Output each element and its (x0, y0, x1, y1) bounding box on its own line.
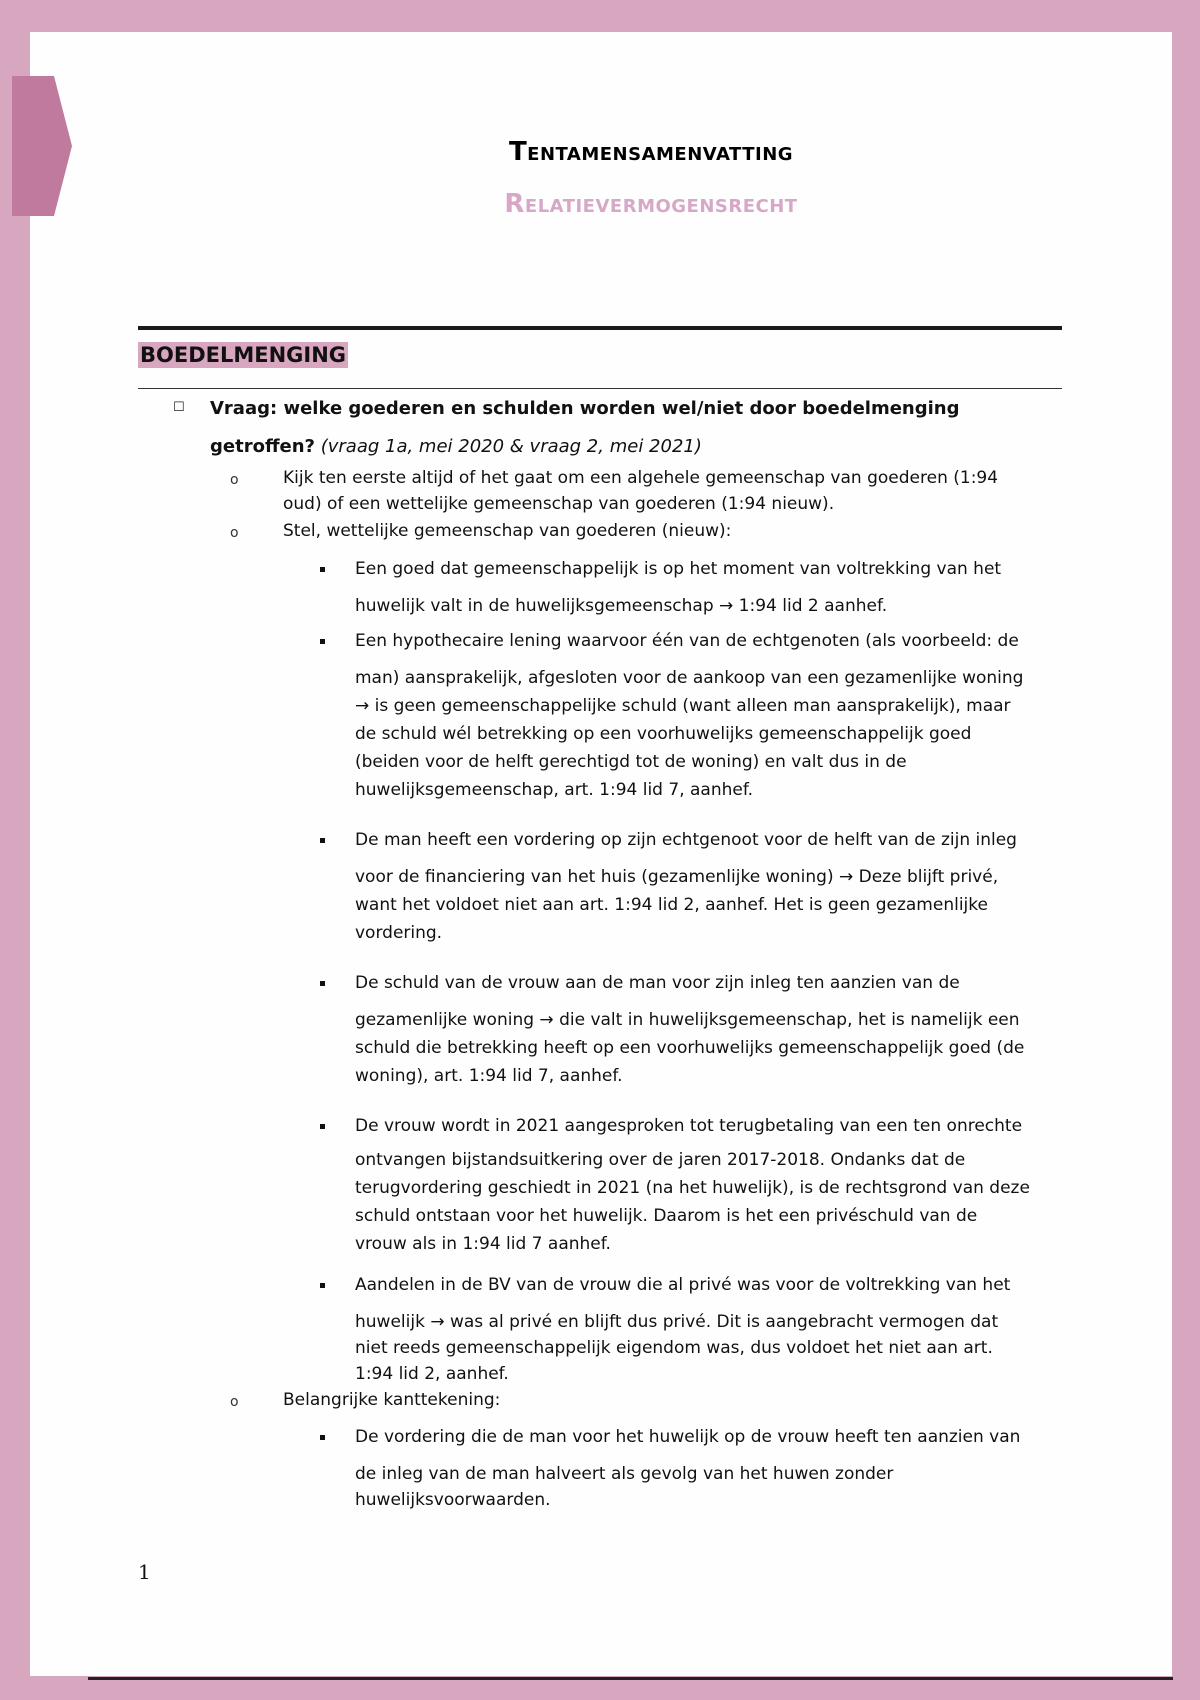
square-bullet-icon (320, 981, 325, 986)
document-page (30, 32, 1172, 1676)
square-bullet-icon (320, 1124, 325, 1129)
question-line-2 (210, 436, 702, 457)
bullet-text: Een hypothecaire lening waarvoor één van de echtgenoten (als voorbeeld: de (355, 631, 1019, 651)
page-subtitle: Relatievermogensrecht (504, 189, 798, 219)
bullet-text: De vordering die de man voor het huwelijk op de vrouw heeft ten aanzien van (355, 1427, 1021, 1447)
square-bullet-icon (320, 1435, 325, 1440)
bullet-text: → is geen gemeenschappelijke schuld (want alleen man aansprakelijk), maar (355, 696, 1011, 716)
question-bold-end: getroffen? (210, 436, 315, 457)
bullet-text: huwelijksgemeenschap, art. 1:94 lid 7, aanhef. (355, 780, 753, 800)
circle-bullet-icon: o (230, 472, 239, 488)
square-bullet-icon (320, 639, 325, 644)
bullet-text: voor de financiering van het huis (gezamenlijke woning) → Deze blijft privé, (355, 867, 999, 887)
content (30, 32, 1172, 1676)
bullet-text: Aandelen in de BV van de vrouw die al privé was voor de voltrekking van het (355, 1275, 1011, 1295)
bullet-text: Een goed dat gemeenschappelijk is op het moment van voltrekking van het (355, 559, 1002, 579)
bullet-text: 1:94 lid 2, aanhef. (355, 1364, 509, 1384)
bullet-text: vrouw als in 1:94 lid 7 aanhef. (355, 1234, 611, 1254)
bullet-text: De man heeft een vordering op zijn echtgenoot voor de helft van de zijn inleg (355, 830, 1017, 850)
bullet-text: man) aansprakelijk, afgesloten voor de aankoop van een gezamenlijke woning (355, 668, 1024, 688)
point-text: oud) of een wettelijke gemeenschap van goederen (1:94 nieuw). (283, 494, 835, 514)
section-heading: BOEDELMENGING (140, 343, 347, 367)
bullet-text: De vrouw wordt in 2021 aangesproken tot terugbetaling van een ten onrechte (355, 1116, 1023, 1136)
question-bullet-icon: ☐ (173, 400, 185, 415)
bullet-text: (beiden voor de helft gerechtigd tot de woning) en valt dus in de (355, 752, 907, 772)
bullet-text: De schuld van de vrouw aan de man voor zijn inleg ten aanzien van de (355, 973, 960, 993)
bullet-text: gezamenlijke woning → die valt in huwelijksgemeenschap, het is namelijk een (355, 1010, 1020, 1030)
bullet-text: terugvordering geschiedt in 2021 (na het huwelijk), is de rechtsgrond van deze (355, 1178, 1030, 1198)
bullet-text: vordering. (355, 923, 443, 943)
bullet-text: ontvangen bijstandsuitkering over de jaren 2017-2018. Ondanks dat de (355, 1150, 966, 1170)
bullet-text: schuld die betrekking heeft op een voorhuwelijks gemeenschappelijk goed (de (355, 1038, 1025, 1058)
bullet-text: de inleg van de man halveert als gevolg van het huwen zonder (355, 1464, 894, 1484)
circle-bullet-icon: o (230, 525, 239, 541)
page-number: 1 (138, 1560, 151, 1584)
bullet-text: de schuld wél betrekking op een voorhuwelijks gemeenschappelijk goed (355, 724, 972, 744)
bullet-text: schuld ontstaan voor het huwelijk. Daarom is het een privéschuld van de (355, 1206, 978, 1226)
bullet-text: want het voldoet niet aan art. 1:94 lid 2, aanhef. Het is geen gezamenlijke (355, 895, 988, 915)
question-line: Vraag: welke goederen en schulden worden wel/niet door boedelmenging (210, 398, 960, 419)
point-text: Kijk ten eerste altijd of het gaat om een algehele gemeenschap van goederen (1:94 (283, 468, 999, 488)
square-bullet-icon (320, 1283, 325, 1288)
point-text: Belangrijke kanttekening: (283, 1390, 501, 1410)
square-bullet-icon (320, 838, 325, 843)
bullet-text: huwelijk → was al privé en blijft dus privé. Dit is aangebracht vermogen dat (355, 1312, 999, 1332)
square-bullet-icon (320, 567, 325, 572)
bullet-text: woning), art. 1:94 lid 7, aanhef. (355, 1066, 623, 1086)
bullet-text: huwelijksvoorwaarden. (355, 1490, 551, 1510)
bullet-text: niet reeds gemeenschappelijk eigendom was, dus voldoet het niet aan art. (355, 1338, 993, 1358)
point-text: Stel, wettelijke gemeenschap van goederen (nieuw): (283, 521, 732, 541)
bullet-text: huwelijk valt in de huwelijksgemeenschap → 1:94 lid 2 aanhef. (355, 596, 888, 616)
bottom-border (88, 1677, 1173, 1680)
circle-bullet-icon: o (230, 1394, 239, 1410)
page-title: Tentamensamenvatting (508, 137, 794, 167)
question-reference: (vraag 1a, mei 2020 & vraag 2, mei 2021) (315, 436, 702, 457)
